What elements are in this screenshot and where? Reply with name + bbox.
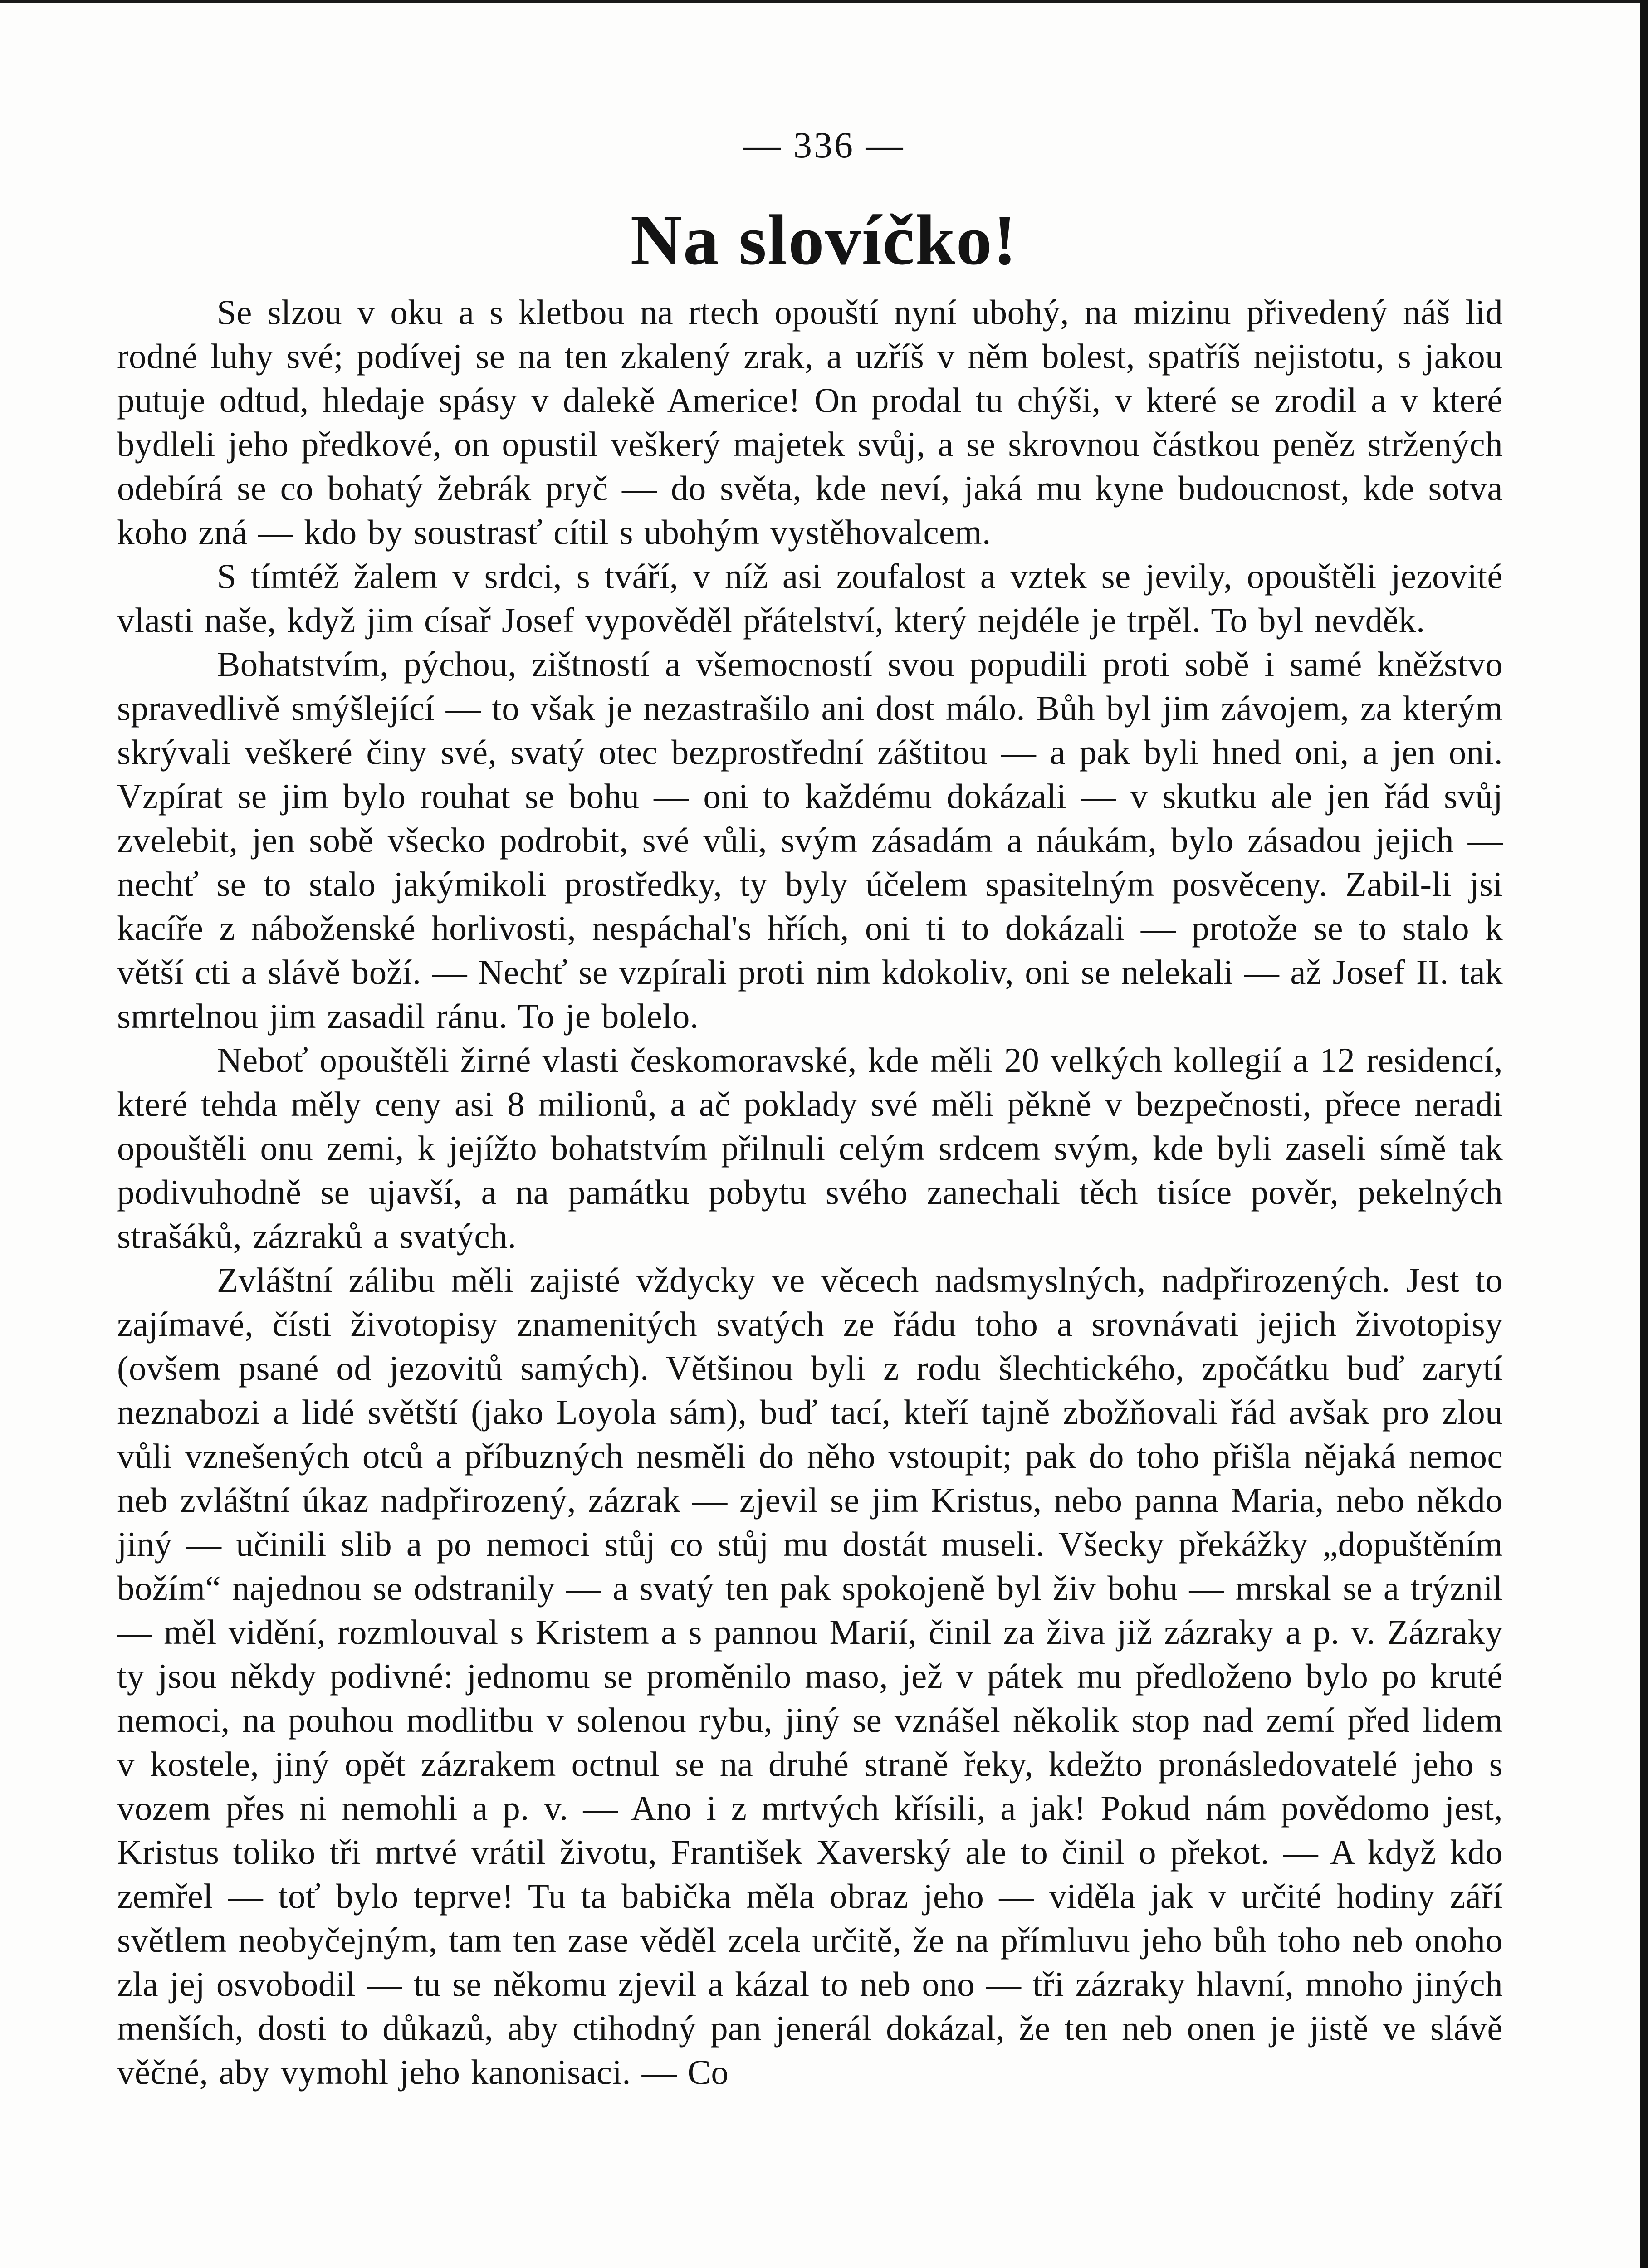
paragraph-miracles: Zvláštní zálibu měli zajisté vždycky ve věcech nadsmyslných, nadpřirozených. Jest to zajímavé, čísti životopisy znamenitých svatých ze řádu toho a srovnávati jejich životopisy (ovšem psané od jezovitů samých). Většinou byli z rodu šlechtického, zpočátku buď zarytí neznabozi a lidé světští (jako Loyola sám), buď tací, kteří tajně zbožňovali řád avšak pro zlou vůli vznešených otců a příbuzných nesměli do něho vstoupit; pak do toho přišla nějaká nemoc neb zvláštní úkaz nadpřirozený, zázrak — zjevil se jim Kristus, nebo panna Maria, nebo někdo jiný — učinili slib a po nemoci stůj co stůj mu dostát museli. Všecky překážky „dopuštěním božím“ najednou se odstranily — a svatý ten pak spokojeně byl živ bohu — mrskal se a trýznil — měl vidění, rozmlouval s Kristem a s pannou Marií, činil za živa již zázraky a p. v. Zázraky ty jsou někdy podivné: jednomu se proměnilo maso, jež v pátek mu předloženo bylo po kruté nemoci, na pouhou modlitbu v solenou rybu, jiný se vznášel několik stop nad zemí před lidem v kostele, jiný opět zázrakem octnul se na druhé straně řeky, kdežto pronásledovatelé jeho s vozem přes ni nemohli a p. v. — Ano i z mrtvých křísili, a jak! Pokud nám povědomo jest, Kristus toliko tři mrtvé vrátil životu, František Xaverský ale to činil o překot. — A když kdo zemřel — toť bylo teprve! Tu ta babička měla obraz jeho — viděla jak v určité hodiny září světlem neobyčejným, tam ten zase věděl zcela určitě, že na přímluvu jeho bůh toho neb onoho zla jej osvobodil — tu se někomu zjevil a kázal to neb ono — tři zázraky hlavní, mnoho jiných menších, dosti to důkazů, aby ctihodný pan jenerál dokázal, že ten neb onen je jistě ve slávě věčné, aby vymohl jeho kanonisaci. — Co [117, 1261, 1503, 2092]
paragraph-wealth-pride: Bohatstvím, pýchou, zištností a všemocností svou popudili proti sobě i samé kněžstvo spravedlivě smýšlející — to však je nezastrašilo ani dost málo. Bůh byl jim závojem, za kterým skrývali veškeré činy své, svatý otec bezprostřední záštitou — a pak byli hned oni, a jen oni. Vzpírat se jim bylo rouhat se bohu — oni to každému dokázali — v skutku ale jen řád svůj zvelebit, jen sobě všecko podrobit, své vůli, svým zásadám a náukám, bylo zásadou jejich — nechť se to stalo jakýmikoli prostředky, ty byly účelem spasitelným posvěceny. Zabil-li jsi kacíře z náboženské horlivosti, nespáchal's hřích, oni ti to dokázali — protože se to stalo k větší cti a slávě boží. — Nechť se vzpírali proti nim kdokoliv, oni se nelekali — až Josef II. tak smrtelnou jim zasadil ránu. To je bolelo. [117, 645, 1503, 1036]
scan-border-right [1640, 0, 1648, 2268]
paragraph-colleges: Neboť opouštěli žirné vlasti českomoravské, kde měli 20 velkých kollegií a 12 residencí, které tehda měly ceny asi 8 milionů, a ač poklady své měli pěkně v bezpečnosti, přece neradi opouštěli onu zemi, k jejížto bohatstvím přilnuli celým srdcem svým, kde byli zaseli símě tak podivuhodně se ujavší, a na památku pobytu svého zanechali těch tisíce pověr, pekelných strašáků, zázraků a svatých. [117, 1041, 1503, 1256]
body-text [117, 290, 1503, 2094]
paragraph-jesuits-leaving: S tímtéž žalem v srdci, s tváří, v níž asi zoufalost a vztek se jevily, opouštěli jezovité vlasti naše, když jim císař Josef vypověděl přátelství, který nejdéle je trpěl. To byl nevděk. [117, 557, 1503, 640]
paragraph-emigrants: Se slzou v oku a s kletbou na rtech opouští nyní ubohý, na mizinu přivedený náš lid rodné luhy své; podívej se na ten zkalený zrak, a uzříš v něm bolest, spatříš nejistotu, s jakou putuje odtud, hledaje spásy v dalekě Americe! On prodal tu chýši, v které se zrodil a v které bydleli jeho předkové, on opustil veškerý majetek svůj, a se skrovnou částkou peněz stržených odebírá se co bohatý žebrák pryč — do světa, kde neví, jaká mu kyne budoucnost, kde sotva koho zná — kdo by soustrasť cítil s ubohým vystěhovalcem. [117, 293, 1503, 552]
scan-border-top [0, 0, 1648, 3]
page-number: — 336 — [743, 124, 905, 166]
page-title: Na slovíčko! [630, 200, 1018, 280]
